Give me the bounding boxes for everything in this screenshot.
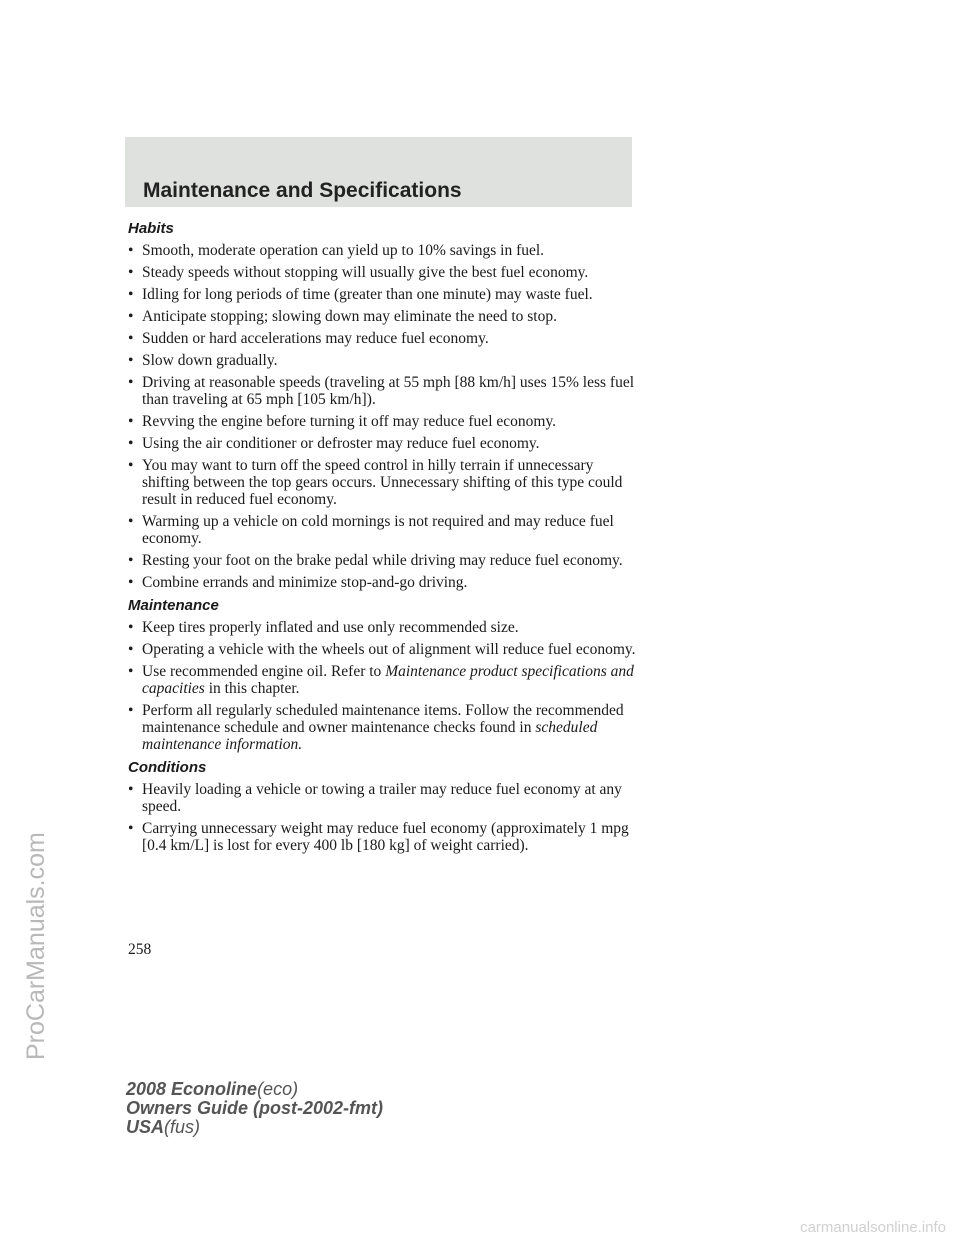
bullet-icon: • [128, 264, 134, 281]
bullet-icon: • [128, 702, 134, 719]
footer-line-1: 2008 Econoline(eco) [126, 1079, 299, 1099]
bullet-icon: • [128, 781, 134, 798]
bullet-icon: • [128, 330, 134, 347]
conditions-list [128, 781, 638, 854]
maintenance-list [128, 619, 638, 753]
list-item: • Revving the engine before turning it off may reduce fuel economy. [128, 413, 557, 430]
bullet-icon: • [128, 820, 134, 837]
bullet-icon: • [128, 435, 134, 452]
page-title: Maintenance and Specifications [143, 179, 462, 202]
list-item: • Driving at reasonable speeds (traveling at 55 mph [88 km/h] uses 15% less fuel than traveling at 65 mph [105 km/h]). [128, 374, 635, 408]
list-item: • Steady speeds without stopping will usually give the best fuel economy. [128, 264, 589, 281]
list-item: • Combine errands and minimize stop-and-go driving. [128, 574, 468, 591]
list-item: • Operating a vehicle with the wheels out of alignment will reduce fuel economy. [128, 641, 636, 658]
list-item: • Heavily loading a vehicle or towing a trailer may reduce fuel economy at any speed. [128, 781, 622, 815]
list-item: • Carrying unnecessary weight may reduce fuel economy (approximately 1 mpg [0.4 km/L] is lost for every 400 lb [180 kg] of weight carried). [128, 820, 629, 854]
footer-line-2: Owners Guide (post-2002-fmt) [126, 1098, 384, 1118]
cross-reference: scheduled maintenance information. [142, 719, 598, 753]
list-item: • Use recommended engine oil. Refer to Maintenance product specifications and capacities in this chapter. [128, 663, 634, 697]
heading-habits: Habits [128, 220, 174, 237]
list-item: • Anticipate stopping; slowing down may eliminate the need to stop. [128, 308, 557, 325]
bullet-icon: • [128, 574, 134, 591]
list-item: • Smooth, moderate operation can yield up to 10% savings in fuel. [128, 242, 545, 259]
list-item: • Idling for long periods of time (greater than one minute) may waste fuel. [128, 286, 593, 303]
bullet-icon: • [128, 457, 134, 474]
page-content [128, 220, 638, 859]
list-item: • Perform all regularly scheduled maintenance items. Follow the recommended maintenance schedule and owner maintenance checks found in scheduled maintenance information. [128, 702, 624, 753]
bullet-icon: • [128, 352, 134, 369]
bullet-icon: • [128, 308, 134, 325]
list-item: • Sudden or hard accelerations may reduce fuel economy. [128, 330, 489, 347]
list-item: • You may want to turn off the speed control in hilly terrain if unnecessary shifting between the top gears occurs. Unnecessary shifting of this type could result in reduced fuel economy. [128, 457, 623, 508]
bullet-icon: • [128, 286, 134, 303]
watermark: ProCarManuals.com [22, 832, 50, 1060]
list-item: • Using the air conditioner or defroster may reduce fuel economy. [128, 435, 540, 452]
list-item: • Keep tires properly inflated and use only recommended size. [128, 619, 519, 636]
site-watermark: carmanualsonline.info [800, 1219, 946, 1236]
cross-reference: Maintenance product specifications and capacities [142, 663, 634, 697]
list-item: • Resting your foot on the brake pedal while driving may reduce fuel economy. [128, 552, 623, 569]
section-header-band [125, 137, 632, 207]
bullet-icon: • [128, 242, 134, 259]
list-item: • Slow down gradually. [128, 352, 278, 369]
bullet-icon: • [128, 663, 134, 680]
bullet-icon: • [128, 374, 134, 391]
bullet-icon: • [128, 513, 134, 530]
bullet-icon: • [128, 641, 134, 658]
bullet-icon: • [128, 619, 134, 636]
bullet-icon: • [128, 552, 134, 569]
list-item: • Warming up a vehicle on cold mornings is not required and may reduce fuel economy. [128, 513, 614, 547]
bullet-icon: • [128, 413, 134, 430]
footer-line-3: USA(fus) [126, 1117, 201, 1137]
habits-list [128, 242, 638, 591]
heading-conditions: Conditions [128, 759, 207, 776]
heading-maintenance: Maintenance [128, 597, 219, 614]
page-number: 258 [128, 941, 152, 958]
document-footer [126, 1080, 383, 1137]
